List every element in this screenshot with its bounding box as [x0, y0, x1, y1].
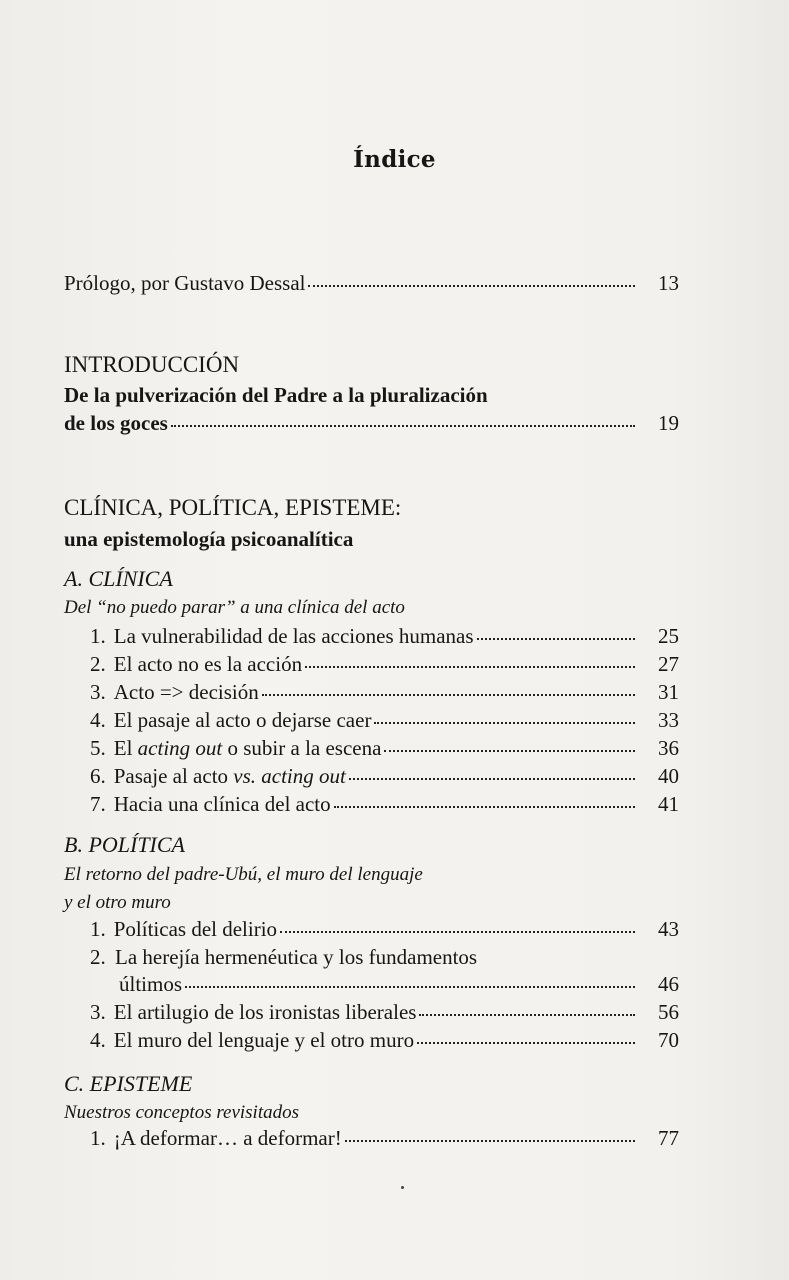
toc-item-episteme-1	[90, 1126, 679, 1151]
toc-item-politica-4	[90, 1028, 679, 1053]
toc-item-clinica-7	[90, 792, 679, 817]
toc-item-text: La vulnerabilidad de las acciones humanas	[113, 624, 474, 648]
toc-item-number: 7.	[90, 792, 106, 816]
section-heading-politica: B. POLÍTICA	[64, 832, 185, 857]
dot-leader	[477, 638, 635, 640]
dot-leader	[417, 1042, 635, 1044]
toc-item-number: 1.	[90, 1126, 106, 1150]
toc-page-number: 19	[658, 411, 679, 435]
part-subheading: una epistemología psicoanalítica	[64, 527, 354, 551]
toc-item-number: 1.	[90, 917, 106, 941]
section-subtitle-episteme: Nuestros conceptos revisitados	[64, 1102, 300, 1123]
toc-item-number: 2.	[90, 652, 106, 676]
paper-speck	[401, 1186, 404, 1189]
section-heading-episteme: C. EPISTEME	[64, 1071, 193, 1096]
part-heading: CLÍNICA, POLÍTICA, EPISTEME:	[64, 495, 402, 520]
toc-item-number: 5.	[90, 736, 106, 760]
toc-item-politica-2	[119, 972, 679, 997]
toc-item-text	[114, 736, 382, 761]
toc-page-number: 43	[658, 917, 679, 941]
toc-page-number: 56	[658, 1000, 679, 1024]
toc-page-number: 77	[658, 1126, 679, 1150]
toc-item-text-post: o subir a la escena	[222, 736, 382, 760]
toc-item-text	[114, 764, 346, 789]
toc-item-clinica-3	[90, 680, 679, 705]
toc-item-clinica-2	[90, 652, 679, 677]
toc-item-text: ¡A deformar… a deformar!	[113, 1126, 342, 1150]
toc-item-number: 4.	[90, 708, 106, 732]
toc-item-number: 2.	[90, 945, 106, 969]
toc-item-text: El pasaje al acto o dejarse caer	[113, 708, 372, 732]
dot-leader	[262, 694, 635, 696]
toc-item-number: 4.	[90, 1028, 106, 1052]
toc-item-text: Hacia una clínica del acto	[113, 792, 331, 816]
dot-leader	[374, 722, 635, 724]
toc-item-text: Políticas del delirio	[113, 917, 278, 941]
section-subtitle-clinica: Del “no puedo parar” a una clínica del acto	[64, 597, 405, 618]
toc-page-number: 33	[658, 708, 679, 732]
toc-item-text: El acto no es la acción	[113, 652, 303, 676]
section-heading-introduccion: INTRODUCCIÓN	[64, 352, 240, 377]
dot-leader	[334, 806, 635, 808]
toc-item-text: El artilugio de los ironistas liberales	[113, 1000, 417, 1024]
section-heading-clinica: A. CLÍNICA	[64, 566, 173, 591]
toc-page-number: 36	[658, 736, 679, 760]
toc-page-number: 25	[658, 624, 679, 648]
toc-item-clinica-4	[90, 708, 679, 733]
introduccion-title-line1: De la pulverización del Padre a la pluralización	[64, 383, 488, 407]
toc-page-number: 46	[658, 972, 679, 996]
toc-item-number: 3.	[90, 680, 106, 704]
toc-item-clinica-5	[90, 736, 679, 761]
toc-page-number: 31	[658, 680, 679, 704]
toc-entry-text: Prólogo, por Gustavo Dessal	[64, 271, 306, 295]
toc-item-text-pre: El	[113, 736, 138, 760]
toc-item-number: 6.	[90, 764, 106, 788]
toc-item-number: 1.	[90, 624, 106, 648]
dot-leader	[308, 285, 635, 287]
dot-leader	[280, 931, 635, 933]
toc-item-politica-3	[90, 1000, 679, 1025]
toc-entry-introduccion	[64, 411, 679, 436]
toc-item-clinica-1	[90, 624, 679, 649]
toc-item-text: El muro del lenguaje y el otro muro	[113, 1028, 415, 1052]
toc-item-text-continued: últimos	[119, 972, 183, 996]
toc-item-politica-1	[90, 917, 679, 942]
section-subtitle-politica-line2: y el otro muro	[64, 892, 171, 913]
toc-item-text-pre: Pasaje al acto	[113, 764, 234, 788]
toc-item-number: 3.	[90, 1000, 106, 1024]
dot-leader	[185, 986, 635, 988]
toc-item-text: Acto => decisión	[113, 680, 259, 704]
toc-item-text-em: acting out	[137, 736, 223, 760]
dot-leader	[419, 1014, 635, 1016]
toc-item-politica-2-line1	[90, 945, 477, 970]
introduccion-title-line2: de los goces	[64, 411, 168, 435]
dot-leader	[171, 425, 635, 427]
index-title: Índice	[353, 146, 436, 173]
toc-page-number: 27	[658, 652, 679, 676]
toc-page-number: 41	[658, 792, 679, 816]
dot-leader	[349, 778, 635, 780]
section-subtitle-politica-line1: El retorno del padre-Ubú, el muro del lenguaje	[64, 864, 423, 885]
toc-entry-prologo	[64, 271, 679, 296]
toc-page-number: 70	[658, 1028, 679, 1052]
toc-item-clinica-6	[90, 764, 679, 789]
dot-leader	[345, 1140, 635, 1142]
toc-page-number: 13	[658, 271, 679, 295]
toc-item-text: La herejía hermenéutica y los fundamentos	[115, 945, 478, 969]
toc-item-text-em: vs. acting out	[233, 764, 346, 788]
dot-leader	[384, 750, 635, 752]
toc-page-number: 40	[658, 764, 679, 788]
dot-leader	[305, 666, 635, 668]
